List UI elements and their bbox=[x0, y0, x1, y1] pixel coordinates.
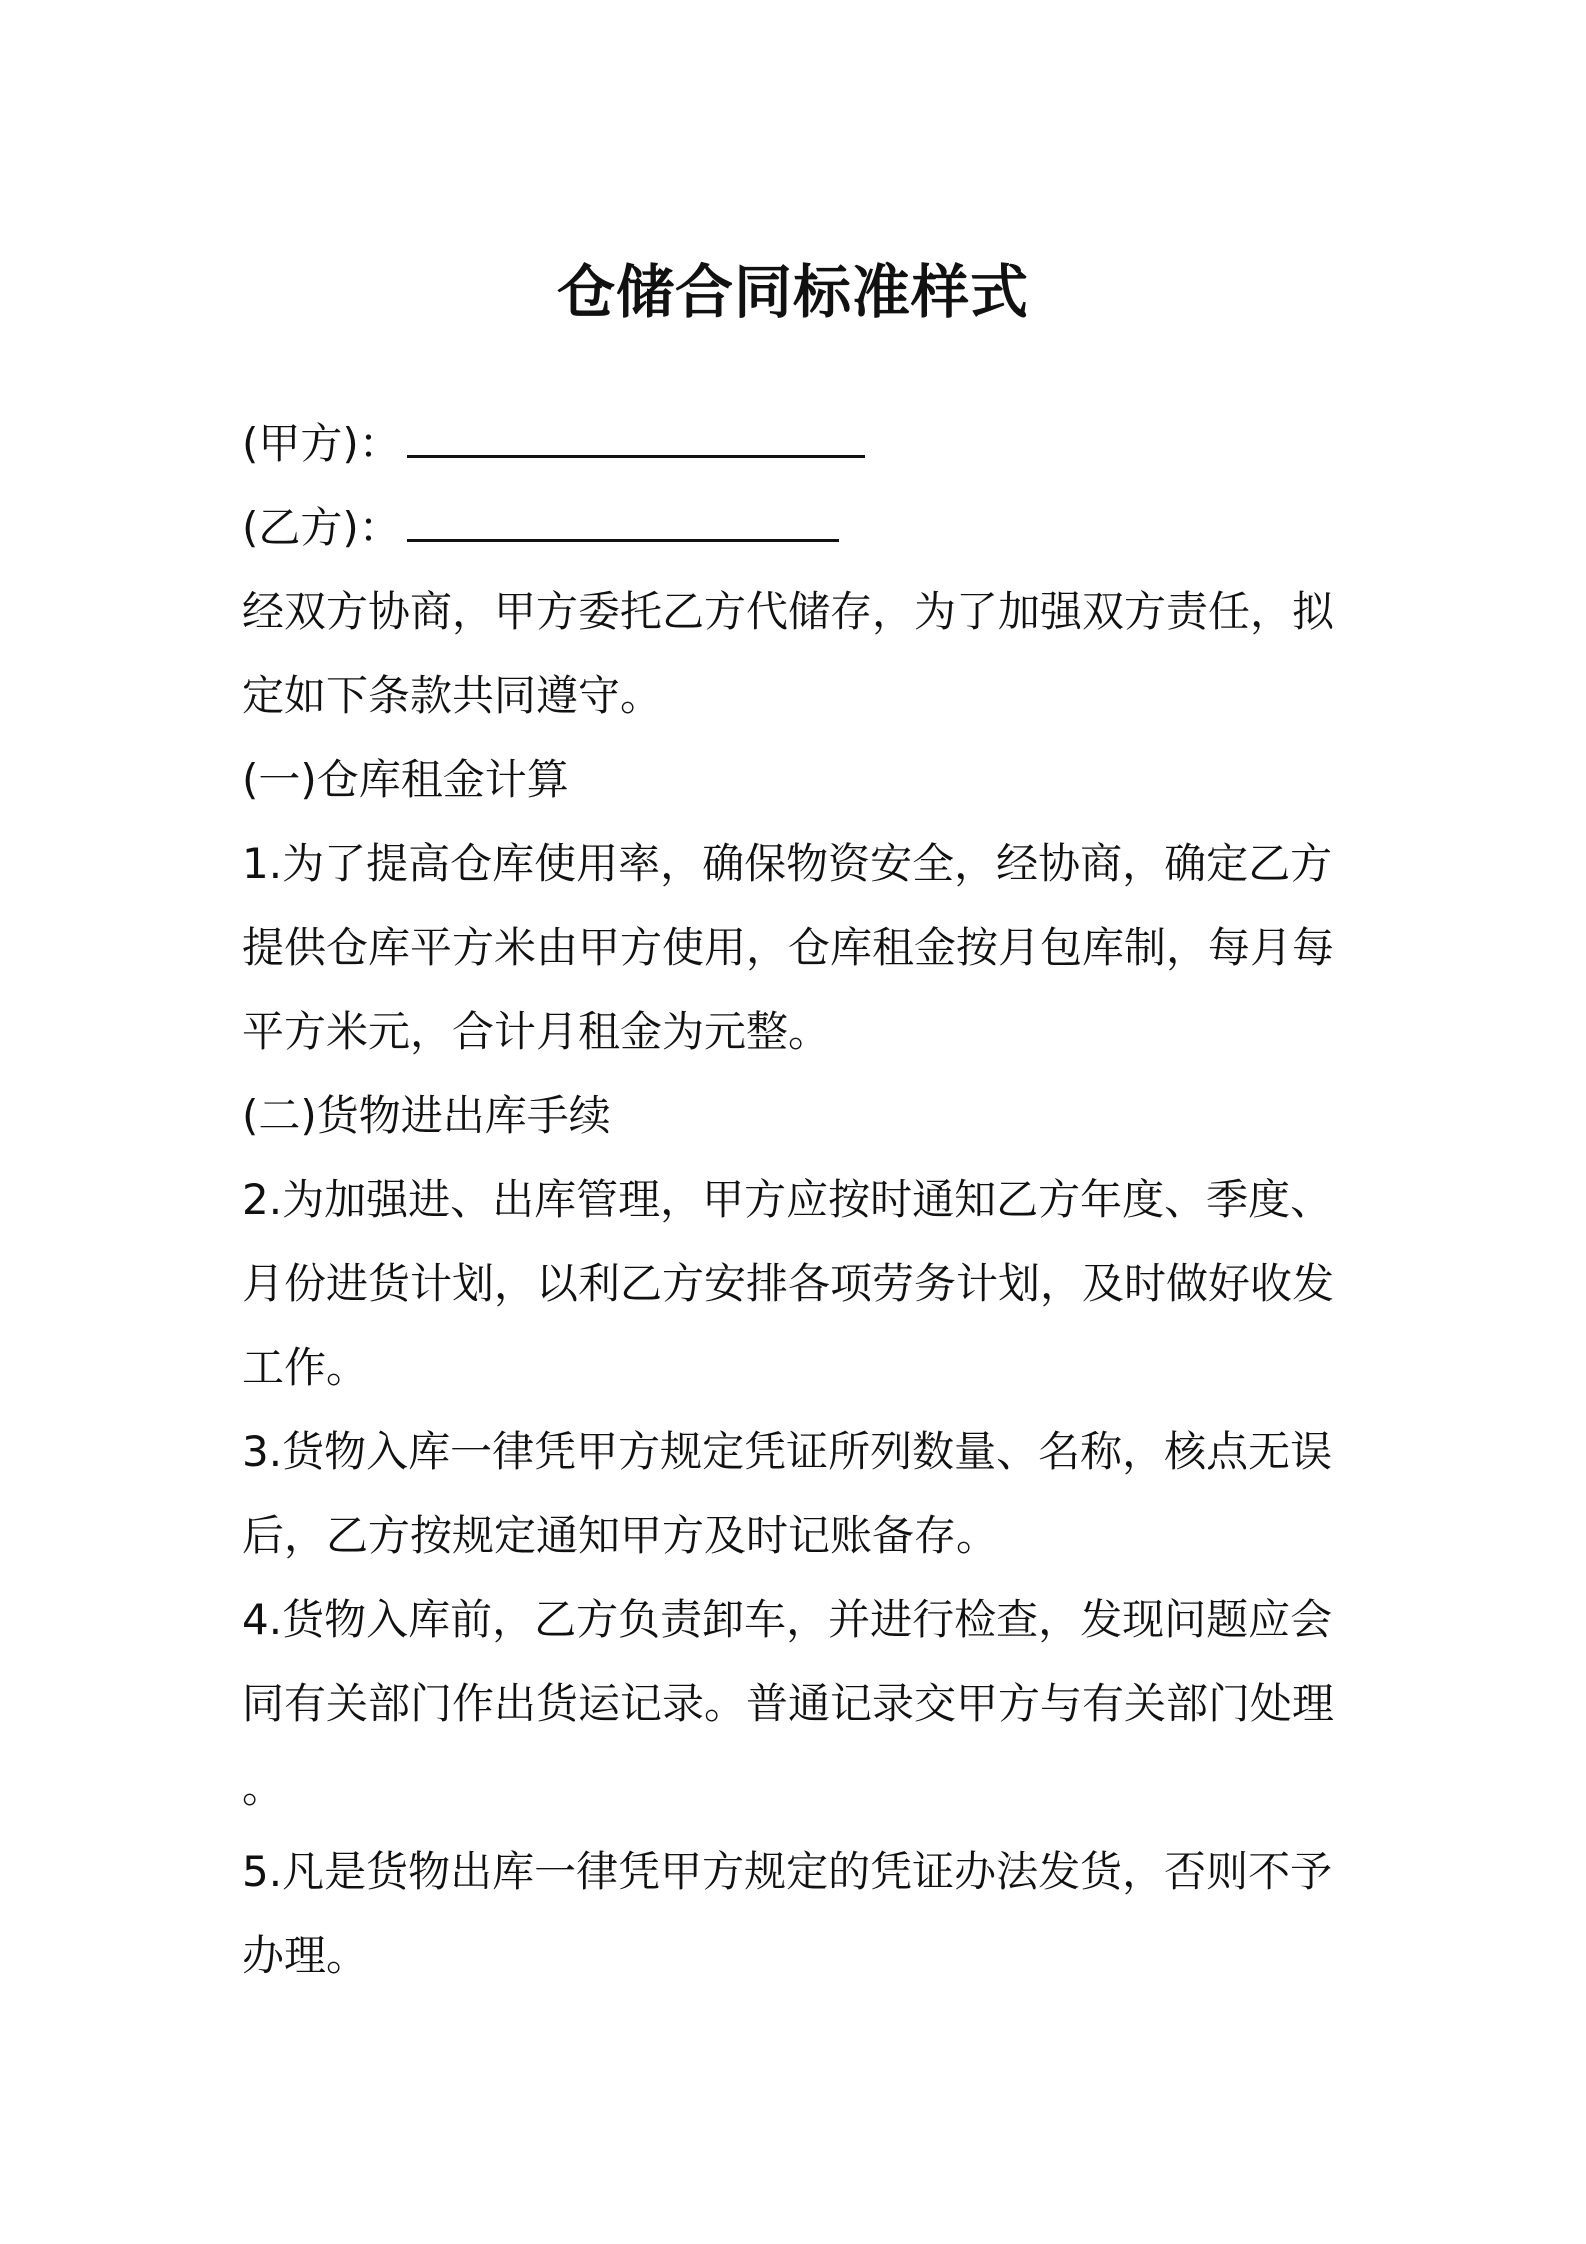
party-b-blank-field bbox=[407, 493, 839, 542]
clause-line: 1.为了提高仓库使用率，确保物资安全，经协商，确定乙方 bbox=[242, 839, 1333, 888]
clause-line: 平方米元，合计月租金为元整。 bbox=[242, 1007, 831, 1056]
clause-line: 2.为加强进、出库管理，甲方应按时通知乙方年度、季度、 bbox=[242, 1175, 1333, 1224]
party-b-label: (乙方)： bbox=[242, 503, 401, 552]
clause-line: 后，乙方按规定通知甲方及时记账备存。 bbox=[242, 1511, 999, 1560]
clause-line: 月份进货计划，以利乙方安排各项劳务计划，及时做好收发 bbox=[242, 1259, 1335, 1308]
party-a-blank-field bbox=[407, 409, 865, 458]
clause-line: 5.凡是货物出库一律凭甲方规定的凭证办法发货，否则不予 bbox=[242, 1847, 1333, 1896]
section-heading: (二)货物进出库手续 bbox=[242, 1091, 611, 1140]
document-title: 仓储合同标准样式 bbox=[556, 258, 1029, 326]
party-a-line bbox=[242, 402, 1362, 486]
clause-line: 。 bbox=[242, 1763, 285, 1812]
clause-line: 工作。 bbox=[242, 1343, 369, 1392]
paragraph-line: 定如下条款共同遵守。 bbox=[242, 671, 663, 720]
clause-line: 同有关部门作出货运记录。普通记录交甲方与有关部门处理 bbox=[242, 1679, 1335, 1728]
clause-line: 4.货物入库前，乙方负责卸车，并进行检查，发现问题应会 bbox=[242, 1595, 1333, 1644]
clause-line: 提供仓库平方米由甲方使用，仓库租金按月包库制，每月每 bbox=[242, 923, 1335, 972]
clause-line: 办理。 bbox=[242, 1931, 369, 1980]
party-a-label: (甲方)： bbox=[242, 419, 401, 468]
section-heading: (一)仓库租金计算 bbox=[242, 755, 569, 804]
party-b-line bbox=[242, 486, 1362, 570]
clause-line: 3.货物入库一律凭甲方规定凭证所列数量、名称，核点无误 bbox=[242, 1427, 1333, 1476]
paragraph-line: 经双方协商，甲方委托乙方代储存，为了加强双方责任，拟 bbox=[242, 587, 1335, 636]
document-body bbox=[242, 402, 1362, 1998]
